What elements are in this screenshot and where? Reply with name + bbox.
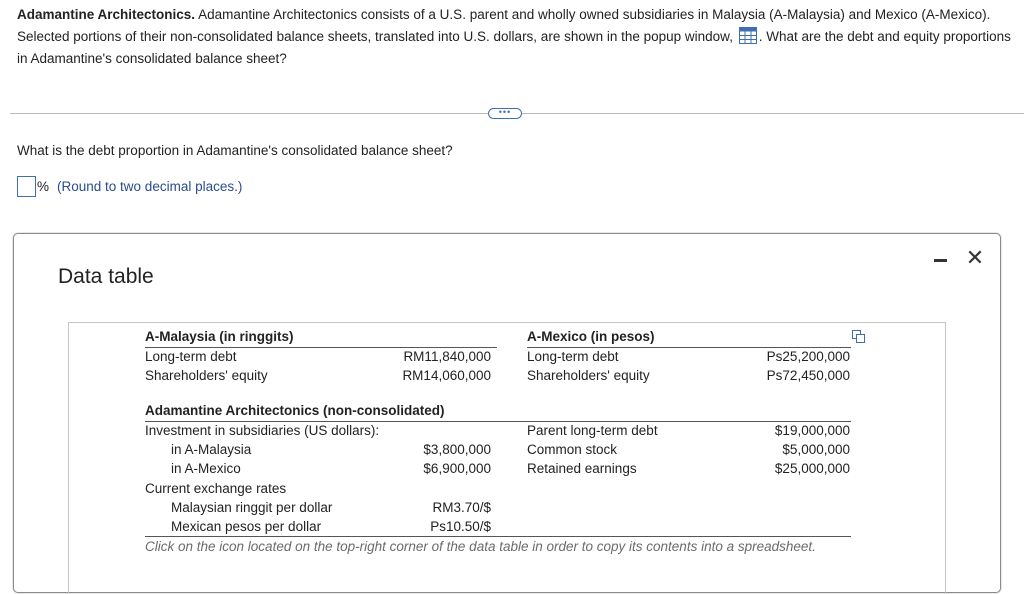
- data-table-popup: [13, 233, 1001, 593]
- rounding-hint: (Round to two decimal places.): [57, 178, 243, 194]
- malaysia-debt-label: Long-term debt: [145, 349, 237, 364]
- popup-title: Data table: [58, 265, 154, 288]
- retained-earnings-label: Retained earnings: [527, 461, 637, 476]
- debt-proportion-input[interactable]: [17, 176, 36, 197]
- malaysia-header: A-Malaysia (in ringgits): [145, 329, 294, 344]
- mexico-debt-label: Long-term debt: [527, 349, 619, 364]
- mexico-debt-value: Ps25,200,000: [766, 349, 850, 364]
- parent-debt-label: Parent long-term debt: [527, 423, 658, 438]
- minimize-icon[interactable]: [932, 250, 950, 268]
- mexico-header-rule: [527, 347, 851, 348]
- expand-button[interactable]: •••: [488, 108, 522, 119]
- mexico-header: A-Mexico (in pesos): [527, 329, 655, 344]
- malaysia-debt-value: RM11,840,000: [403, 349, 491, 364]
- investment-label: Investment in subsidiaries (US dollars):: [145, 423, 380, 438]
- parent-debt-value: $19,000,000: [774, 423, 850, 438]
- question-text: [17, 4, 1021, 70]
- table-footnote: Click on the icon located on the top-right corner of the data table in order to copy its contents into a spreadsheet.: [145, 539, 816, 554]
- mexico-equity-value: Ps72,450,000: [766, 368, 850, 383]
- table-grid-icon[interactable]: [739, 27, 757, 44]
- sub-question: What is the debt proportion in Adamantine's consolidated balance sheet?: [17, 143, 453, 158]
- question-body-end: . What are the debt and equity proportions in Adamantine's consolidated balance sheet?: [17, 29, 1011, 66]
- common-stock-value: $5,000,000: [782, 442, 850, 457]
- peso-rate-label: Mexican pesos per dollar: [171, 519, 322, 534]
- malaysia-header-rule: [145, 347, 497, 348]
- parent-header: Adamantine Architectonics (non-consolidated): [145, 403, 445, 418]
- investment-malaysia-value: $3,800,000: [423, 442, 491, 457]
- investment-mexico-label: in A-Mexico: [171, 461, 241, 476]
- question-body: Adamantine Architectonics consists of a U.S. parent and wholly owned subsidiaries in Malaysia (A-Malaysia) and Mexico (A-Mexico). Selected portions of their non-consolidated balance sheets, translated into U.S. dollars, are shown in the popup window,: [17, 7, 991, 44]
- mexico-equity-label: Shareholders' equity: [527, 368, 650, 383]
- common-stock-label: Common stock: [527, 442, 618, 457]
- copy-spreadsheet-icon[interactable]: [852, 330, 865, 343]
- ringgit-rate-value: RM3.70/$: [432, 500, 491, 515]
- peso-rate-value: Ps10.50/$: [430, 519, 491, 534]
- exchange-header: Current exchange rates: [145, 481, 287, 496]
- parent-header-rule: [145, 421, 851, 422]
- ringgit-rate-label: Malaysian ringgit per dollar: [171, 500, 333, 515]
- percent-unit: %: [37, 178, 50, 194]
- malaysia-equity-label: Shareholders' equity: [145, 368, 268, 383]
- close-icon[interactable]: ✕: [965, 245, 985, 270]
- investment-mexico-value: $6,900,000: [423, 461, 491, 476]
- answer-row: [17, 175, 242, 197]
- footer-rule: [145, 536, 851, 537]
- malaysia-equity-value: RM14,060,000: [402, 368, 491, 383]
- question-title: Adamantine Architectonics.: [17, 7, 196, 22]
- investment-malaysia-label: in A-Malaysia: [171, 442, 252, 457]
- retained-earnings-value: $25,000,000: [774, 461, 850, 476]
